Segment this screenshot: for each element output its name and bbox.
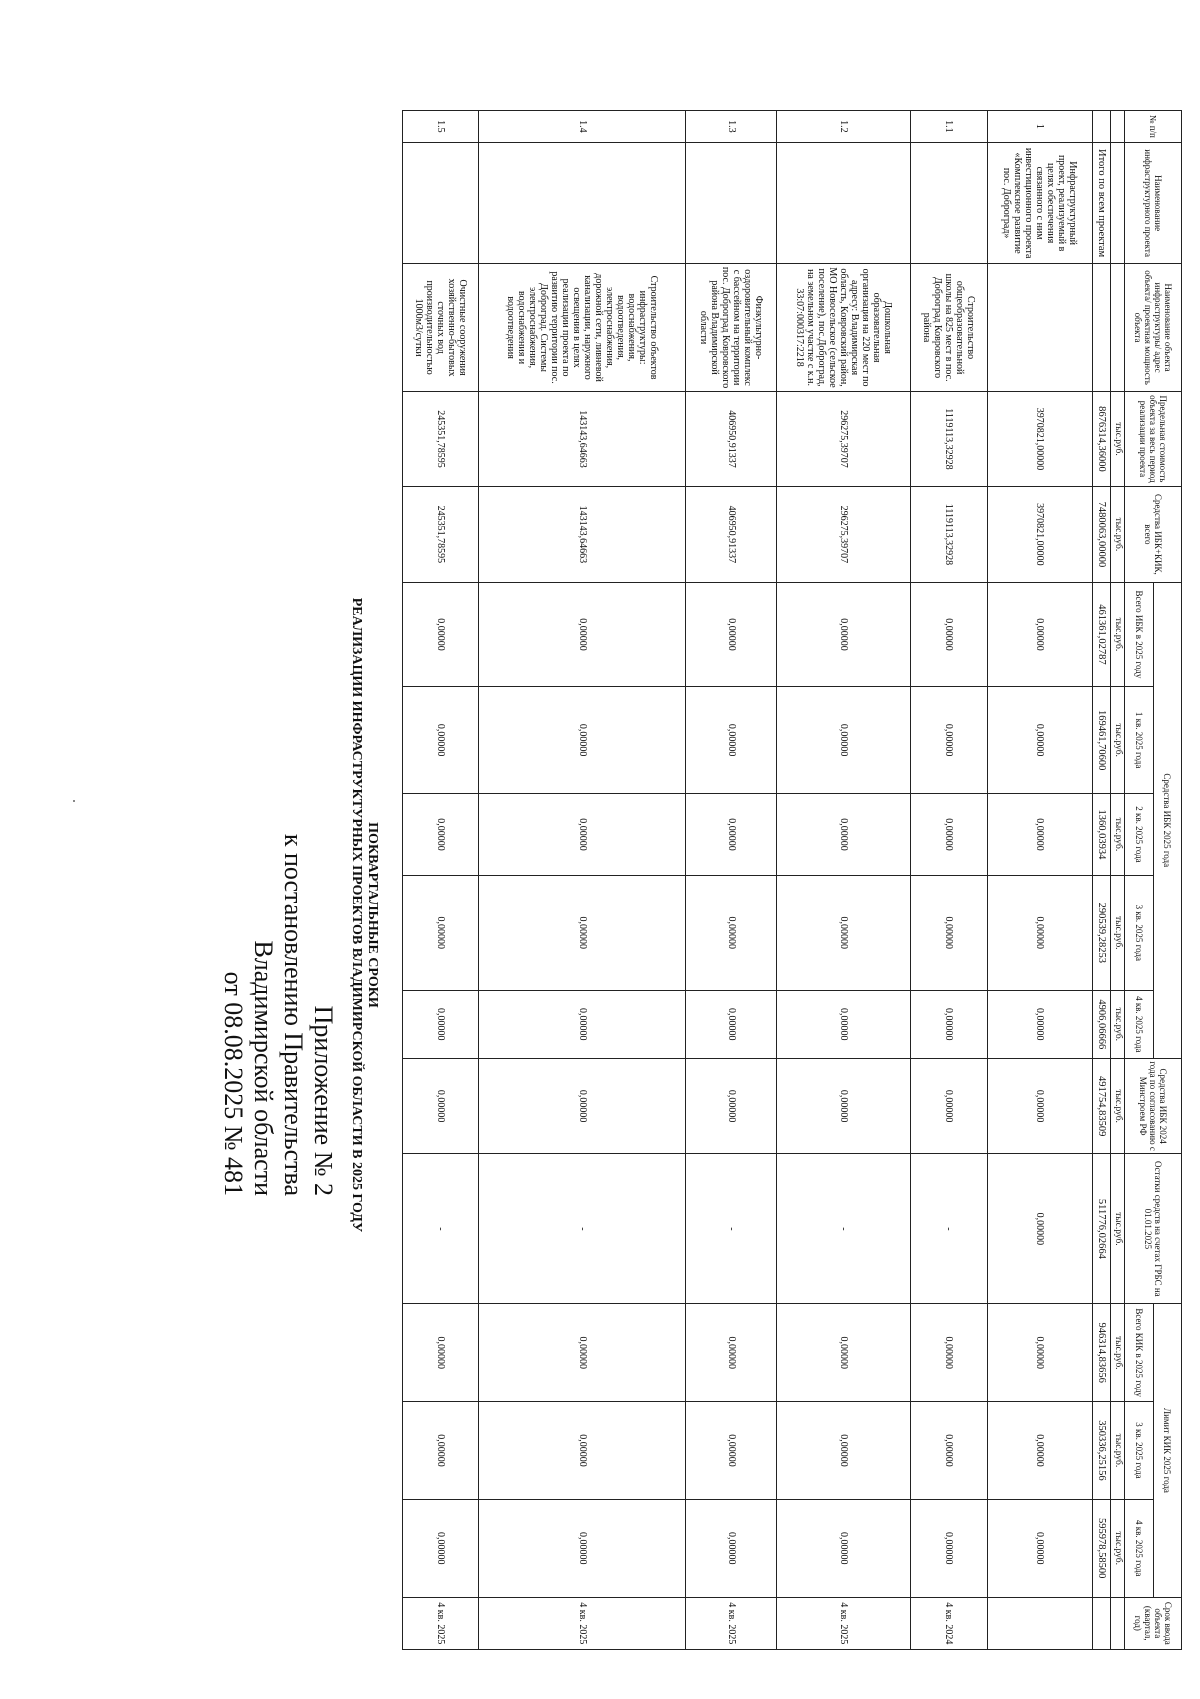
row-kik-q3: 0,00000: [403, 1402, 479, 1500]
table-row: [403, 111, 479, 1650]
row-num: 1.5: [403, 111, 479, 143]
table-row: [686, 111, 777, 1650]
unit-cell: тыс.руб.: [1111, 1058, 1125, 1153]
row-kik-q4: 0,00000: [987, 1499, 1092, 1597]
unit-cell: тыс.руб.: [1111, 582, 1125, 687]
unit-cell: тыс.руб.: [1111, 1154, 1125, 1304]
document-title: [348, 465, 380, 1365]
annex-line-4: от 08.08.2025 № 481: [219, 971, 248, 1196]
row-ibk-total: 0,00000: [987, 582, 1092, 687]
total-cost: 8676314,36000: [1092, 391, 1110, 486]
unit-cell-empty: [1111, 142, 1125, 264]
row-ibk-q2: 0,00000: [403, 794, 479, 876]
row-project: [686, 142, 777, 264]
total-row: [1092, 111, 1110, 1650]
row-object: Очистные сооружения хозяйственно-бытовых сточных вод производительностью 1000м3/сутки: [403, 264, 479, 391]
row-remain: -: [403, 1154, 479, 1304]
annex-line-1: Приложение № 2: [309, 1005, 338, 1196]
row-ibk-total: 0,00000: [403, 582, 479, 687]
total-object: [1092, 264, 1110, 391]
row-ibk-q1: 0,00000: [987, 687, 1092, 794]
row-ibk-q3: 0,00000: [777, 875, 911, 990]
row-cost: 406950,91337: [686, 391, 777, 486]
header-ibk-q2: 2 кв. 2025 года: [1125, 794, 1153, 876]
row-kik-total: 0,00000: [403, 1304, 479, 1402]
unit-cell: тыс.руб.: [1111, 875, 1125, 990]
row-ibk-q2: 0,00000: [686, 794, 777, 876]
header-kik-total: Всего КИК в 2025 году: [1125, 1304, 1153, 1402]
row-ibk-total: 0,00000: [686, 582, 777, 687]
row-kik-q3: 0,00000: [987, 1402, 1092, 1500]
row-term: 4 кв. 2025: [777, 1597, 911, 1649]
row-ibk-total: 0,00000: [911, 582, 987, 687]
row-remain: -: [686, 1154, 777, 1304]
row-object: Строительство общеобразовательной школы на 825 мест в пос. Доброград Ковровского района: [911, 264, 987, 391]
header-object: Наименование объекта инфраструктуры/ адрес объекта/ проектная мощность объекта: [1125, 264, 1182, 391]
row-kik-q3: 0,00000: [686, 1402, 777, 1500]
row-funds: 3970821,00000: [987, 487, 1092, 582]
row-project: [777, 142, 911, 264]
row-cost: 1119113,32928: [911, 391, 987, 486]
total-kik-q3: 350336,25156: [1092, 1402, 1110, 1500]
unit-cell-empty: [1111, 264, 1125, 391]
row-ibk-q1: 0,00000: [686, 687, 777, 794]
row-num: 1.3: [686, 111, 777, 143]
row-num: 1: [987, 111, 1092, 143]
row-kik-total: 0,00000: [479, 1304, 686, 1402]
row-ibk-q4: 0,00000: [777, 990, 911, 1058]
row-term: 4 кв. 2024: [911, 1597, 987, 1649]
unit-cell: тыс.руб.: [1111, 1402, 1125, 1500]
row-object: [987, 264, 1092, 391]
total-ibk-q2: 1360,03934: [1092, 794, 1110, 876]
unit-cell-empty: [1111, 111, 1125, 143]
row-ibk-q1: 0,00000: [403, 687, 479, 794]
row-ibk-q3: 0,00000: [686, 875, 777, 990]
row-ibk-q3: 0,00000: [403, 875, 479, 990]
title-line-2: РЕАЛИЗАЦИИ ИНФРАСТРУКТУРНЫХ ПРОЕКТОВ ВЛАДИМИРСКОЙ ОБЛАСТИ В 2025 ГОДУ: [349, 597, 364, 1233]
row-funds: 1119113,32928: [911, 487, 987, 582]
row-ibk-q4: 0,00000: [987, 990, 1092, 1058]
header-funds: Средства ИБК+КИК, всего: [1125, 487, 1182, 582]
unit-cell: тыс.руб.: [1111, 391, 1125, 486]
row-term: 4 кв. 2025: [686, 1597, 777, 1649]
table-row: [911, 111, 987, 1650]
total-term: [1092, 1597, 1110, 1649]
scan-speck: [73, 800, 75, 802]
row-project: Инфраструктурный проект, реализуемый в целях обеспечения связанного с ним инвестиционного проекта «Комплексное развитие пос. Доброград»: [987, 142, 1092, 264]
row-ibk-total: 0,00000: [479, 582, 686, 687]
row-num: 1.1: [911, 111, 987, 143]
row-remain: -: [479, 1154, 686, 1304]
row-ibk-q2: 0,00000: [777, 794, 911, 876]
row-cost: 3970821,00000: [987, 391, 1092, 486]
total-kik-total: 946314,83656: [1092, 1304, 1110, 1402]
row-kik-q4: 0,00000: [403, 1499, 479, 1597]
unit-cell-empty: [1111, 1597, 1125, 1649]
row-remain: 0,00000: [987, 1154, 1092, 1304]
row-kik-q3: 0,00000: [777, 1402, 911, 1500]
header-project: Наименование инфраструктурного проекта: [1125, 142, 1182, 264]
row-ibk-q1: 0,00000: [777, 687, 911, 794]
header-ibk-q4: 4 кв. 2025 года: [1125, 990, 1153, 1058]
row-cost: 245351,78595: [403, 391, 479, 486]
row-funds: 406950,91337: [686, 487, 777, 582]
unit-cell: тыс.руб.: [1111, 794, 1125, 876]
unit-cell: тыс.руб.: [1111, 990, 1125, 1058]
total-ibk-q4: 4906,06666: [1092, 990, 1110, 1058]
total-kik-q4: 595978,58500: [1092, 1499, 1110, 1597]
table-row: [777, 111, 911, 1650]
row-ibk-2024: 0,00000: [777, 1058, 911, 1153]
total-ibk-total: 461361,02787: [1092, 582, 1110, 687]
row-cost: 296275,39707: [777, 391, 911, 486]
row-ibk-2024: 0,00000: [987, 1058, 1092, 1153]
header-ibk-q3: 3 кв. 2025 года: [1125, 875, 1153, 990]
row-funds: 143143,64663: [479, 487, 686, 582]
row-ibk-2024: 0,00000: [479, 1058, 686, 1153]
row-ibk-q4: 0,00000: [686, 990, 777, 1058]
unit-cell: тыс.руб.: [1111, 1499, 1125, 1597]
row-ibk-q4: 0,00000: [911, 990, 987, 1058]
unit-cell: тыс.руб.: [1111, 1304, 1125, 1402]
row-ibk-q3: 0,00000: [479, 875, 686, 990]
row-object: Строительство объектов инфраструктуры: водоснабжения, водоотведения, электроснабжения, дорожной сети, ливневой канализации, наружного освещения в целях реализации проекта по развитию территории пос. Доброград. Системы электроснабжения, водоснабжения и водоотведения: [479, 264, 686, 391]
row-ibk-q3: 0,00000: [987, 875, 1092, 990]
row-term: 4 кв. 2025: [403, 1597, 479, 1649]
row-ibk-2024: 0,00000: [403, 1058, 479, 1153]
header-kik-q3: 3 кв. 2025 года: [1125, 1402, 1153, 1500]
annex-line-2: к постановлению Правительства: [279, 833, 308, 1196]
header-ibk-group: Средства ИБК 2025 года: [1153, 582, 1181, 1058]
header-ibk-2024: Средства ИБК 2024 года по согласованию с Минстроем РФ: [1125, 1058, 1182, 1153]
row-ibk-q3: 0,00000: [911, 875, 987, 990]
row-kik-total: 0,00000: [777, 1304, 911, 1402]
table-row: [479, 111, 686, 1650]
row-num: 1.4: [479, 111, 686, 143]
total-remain: 511776,02664: [1092, 1154, 1110, 1304]
row-ibk-2024: 0,00000: [911, 1058, 987, 1153]
row-ibk-q4: 0,00000: [479, 990, 686, 1058]
row-funds: 245351,78595: [403, 487, 479, 582]
unit-row: [1111, 111, 1125, 1650]
row-ibk-total: 0,00000: [777, 582, 911, 687]
row-funds: 296275,39707: [777, 487, 911, 582]
row-kik-q4: 0,00000: [479, 1499, 686, 1597]
header-row-1: [1153, 111, 1181, 1650]
table-row: [987, 111, 1092, 1650]
row-project: [479, 142, 686, 264]
header-remain: Остатки средств на счетах ГРБС на 01.01.2025: [1125, 1154, 1182, 1304]
row-num: 1.2: [777, 111, 911, 143]
row-ibk-q4: 0,00000: [403, 990, 479, 1058]
schedule-table: [402, 110, 1182, 1650]
total-ibk-q3: 290539,28253: [1092, 875, 1110, 990]
row-term: [987, 1597, 1092, 1649]
row-remain: -: [777, 1154, 911, 1304]
annex-line-3: Владимирской области: [249, 940, 278, 1196]
row-kik-q3: 0,00000: [911, 1402, 987, 1500]
row-cost: 143143,64663: [479, 391, 686, 486]
row-term: 4 кв. 2025: [479, 1597, 686, 1649]
total-num: [1092, 111, 1110, 143]
row-kik-q4: 0,00000: [686, 1499, 777, 1597]
total-ibk-q1: 169461,70600: [1092, 687, 1110, 794]
header-num: № п/п: [1125, 111, 1182, 143]
total-label: Итого по всем проектам: [1092, 142, 1110, 264]
total-ibk-2024: 491754,83509: [1092, 1058, 1110, 1153]
header-cost: Предельная стоимость объекта за весь период реализации проекта: [1125, 391, 1182, 486]
row-object: Физкультурно-оздоровительный комплекс с бассейном на территории пос. Доброград Ковровского района Владимирской области: [686, 264, 777, 391]
header-kik-group: Лимит КИК 2025 года: [1153, 1304, 1181, 1597]
row-kik-total: 0,00000: [911, 1304, 987, 1402]
header-ibk-q1: 1 кв. 2025 года: [1125, 687, 1153, 794]
row-kik-total: 0,00000: [686, 1304, 777, 1402]
row-object: Дошкольная образовательная организация на 220 мест по адресу: Владимирская область, Ковровский район, МО Новосельское (сельское поселение), пос.Доброград, на земельном участке с к.н. 33:07:000317:2218: [777, 264, 911, 391]
total-funds: 7480063,00000: [1092, 487, 1110, 582]
row-kik-total: 0,00000: [987, 1304, 1092, 1402]
header-kik-q4: 4 кв. 2025 года: [1125, 1499, 1153, 1597]
title-line-1: ПОКВАРТАЛЬНЫЕ СРОКИ: [365, 822, 380, 1008]
row-ibk-q1: 0,00000: [911, 687, 987, 794]
row-remain: -: [911, 1154, 987, 1304]
row-project: [911, 142, 987, 264]
row-ibk-q1: 0,00000: [479, 687, 686, 794]
row-ibk-q2: 0,00000: [911, 794, 987, 876]
row-kik-q3: 0,00000: [479, 1402, 686, 1500]
unit-cell: тыс.руб.: [1111, 487, 1125, 582]
header-ibk-total: Всего ИБК в 2025 году: [1125, 582, 1153, 687]
row-project: [403, 142, 479, 264]
row-ibk-q2: 0,00000: [987, 794, 1092, 876]
row-ibk-2024: 0,00000: [686, 1058, 777, 1153]
unit-cell: тыс.руб.: [1111, 687, 1125, 794]
row-kik-q4: 0,00000: [777, 1499, 911, 1597]
row-ibk-q2: 0,00000: [479, 794, 686, 876]
header-term: Срок ввода объекта (квартал, год): [1125, 1597, 1182, 1649]
row-kik-q4: 0,00000: [911, 1499, 987, 1597]
